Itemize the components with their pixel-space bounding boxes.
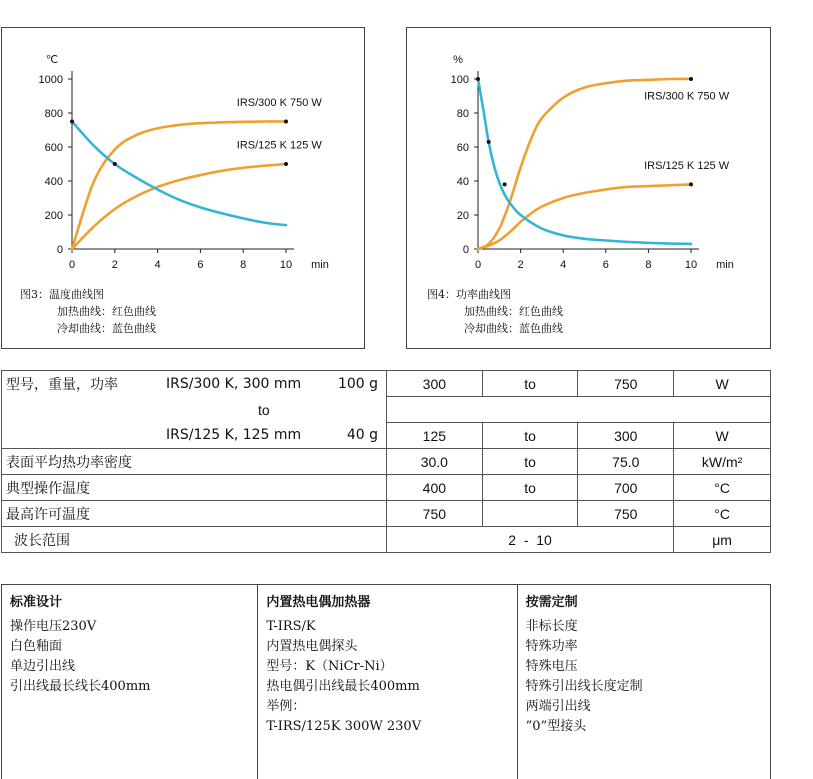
weight-b: 40 g bbox=[346, 427, 378, 444]
unit: W bbox=[674, 371, 771, 397]
list-item: 两端引出线 bbox=[525, 699, 591, 714]
unit: kW/m² bbox=[674, 449, 771, 475]
list-item: 内置热电偶探头 bbox=[266, 639, 358, 654]
column-heading: 标准设计 bbox=[10, 595, 63, 610]
list-item: 特殊引出线长度定制 bbox=[525, 679, 643, 694]
to-text: to bbox=[482, 371, 578, 397]
unit: W bbox=[674, 423, 771, 449]
list-item: 举例： bbox=[266, 699, 306, 714]
fig4-title: 图4：功率曲线图 bbox=[427, 288, 511, 301]
series-label: IRS/125 K 125 W bbox=[644, 160, 730, 173]
row-label: 典型操作温度 bbox=[2, 475, 387, 501]
table-row bbox=[2, 371, 771, 397]
min-value: 30.0 bbox=[386, 449, 482, 475]
unit: °C bbox=[674, 501, 771, 527]
fig3-cool-note: 冷却曲线：蓝色曲线 bbox=[57, 322, 156, 335]
fig3-heat-note: 加热曲线：红色曲线 bbox=[57, 305, 156, 318]
data-point bbox=[689, 182, 693, 186]
data-point bbox=[503, 182, 507, 186]
table-row bbox=[2, 501, 771, 527]
standard-design-column bbox=[2, 585, 257, 779]
max-value: 300 bbox=[578, 423, 674, 449]
min-value: 400 bbox=[386, 475, 482, 501]
list-item: 操作电压230V bbox=[10, 619, 97, 634]
power-chart-panel bbox=[406, 27, 771, 349]
custom-design-column bbox=[517, 585, 770, 779]
table-row bbox=[2, 527, 771, 553]
y-tick-label: 400 bbox=[44, 176, 63, 188]
list-item: 引出线最长线长400mm bbox=[10, 679, 151, 694]
series-label: IRS/300 K 750 W bbox=[644, 90, 730, 103]
y-tick-label: 200 bbox=[44, 210, 63, 222]
y-tick-label: 800 bbox=[44, 108, 63, 120]
table-row bbox=[2, 475, 771, 501]
spec-table bbox=[1, 370, 771, 553]
y-tick-label: 0 bbox=[56, 244, 63, 256]
x-unit-label: min bbox=[311, 259, 329, 271]
list-item: 白色釉面 bbox=[10, 639, 63, 654]
series-line-1 bbox=[72, 164, 286, 249]
x-tick-label: 10 bbox=[279, 259, 293, 271]
y-tick-label: 40 bbox=[456, 176, 469, 188]
range-value: 2 - 10 bbox=[386, 527, 673, 553]
model-a: IRS/300 K, 300 mm bbox=[166, 375, 302, 392]
list-item: 特殊电压 bbox=[525, 659, 578, 674]
y-tick-label: 100 bbox=[450, 74, 469, 86]
max-value: 75.0 bbox=[578, 449, 674, 475]
max-value: 750 bbox=[578, 501, 674, 527]
y-tick-label: 600 bbox=[44, 142, 63, 154]
series-label: IRS/125 K 125 W bbox=[236, 139, 322, 152]
to-text: to bbox=[482, 423, 578, 449]
column-heading: 按需定制 bbox=[525, 595, 578, 610]
data-point bbox=[70, 120, 74, 124]
data-point bbox=[113, 162, 117, 166]
y-tick-label: 1000 bbox=[38, 74, 63, 86]
y-unit-label: ℃ bbox=[45, 54, 59, 66]
max-value: 700 bbox=[578, 475, 674, 501]
y-tick-label: 0 bbox=[462, 244, 469, 256]
row-label: 波长范围 bbox=[2, 527, 387, 553]
data-point bbox=[487, 140, 491, 144]
x-tick-label: 8 bbox=[645, 259, 652, 271]
max-value: 750 bbox=[578, 371, 674, 397]
design-options bbox=[1, 584, 771, 779]
x-tick-label: 6 bbox=[602, 259, 609, 271]
x-tick-label: 4 bbox=[560, 259, 567, 271]
series-label: IRS/300 K 750 W bbox=[236, 97, 322, 110]
fig4-heat-note: 加热曲线：红色曲线 bbox=[464, 305, 563, 318]
table-row bbox=[2, 423, 771, 449]
x-tick-label: 4 bbox=[154, 259, 161, 271]
min-value: 750 bbox=[386, 501, 482, 527]
column-heading: 内置热电偶加热器 bbox=[266, 595, 371, 610]
fig3-caption bbox=[20, 286, 156, 337]
min-value: 300 bbox=[386, 371, 482, 397]
y-tick-label: 80 bbox=[456, 108, 469, 120]
weight-a: 100 g bbox=[337, 375, 378, 392]
fig4-caption bbox=[427, 286, 563, 337]
data-point bbox=[284, 162, 288, 166]
fig4-cool-note: 冷却曲线：蓝色曲线 bbox=[464, 322, 563, 335]
y-tick-label: 60 bbox=[456, 142, 469, 154]
to-text: to bbox=[482, 475, 578, 501]
model-b: IRS/125 K, 125 mm bbox=[166, 427, 302, 444]
x-tick-label: 2 bbox=[517, 259, 524, 271]
data-point bbox=[476, 77, 480, 81]
series-line-2 bbox=[72, 122, 286, 226]
to-text: to bbox=[2, 397, 387, 423]
x-tick-label: 2 bbox=[111, 259, 118, 271]
data-point bbox=[689, 77, 693, 81]
data-point bbox=[284, 120, 288, 124]
list-item: T-IRS/125K 300W 230V bbox=[266, 719, 422, 734]
x-tick-label: 0 bbox=[68, 259, 76, 271]
row-label: 型号，重量，功率 bbox=[6, 376, 118, 393]
temperature-chart-panel bbox=[1, 27, 365, 349]
x-tick-label: 8 bbox=[240, 259, 247, 271]
list-item: 特殊功率 bbox=[525, 639, 578, 654]
table-row bbox=[2, 397, 771, 423]
x-tick-label: 10 bbox=[684, 259, 698, 271]
table-row bbox=[2, 449, 771, 475]
to-text: to bbox=[482, 449, 578, 475]
thermocouple-column bbox=[257, 585, 516, 779]
list-item: 非标长度 bbox=[525, 619, 578, 634]
x-unit-label: min bbox=[716, 259, 734, 271]
unit: °C bbox=[674, 475, 771, 501]
min-value: 125 bbox=[386, 423, 482, 449]
list-item: 热电偶引出线最长400mm bbox=[266, 679, 420, 694]
unit: μm bbox=[674, 527, 771, 553]
list-item: T-IRS/K bbox=[266, 619, 316, 634]
fig3-title: 图3：温度曲线图 bbox=[20, 288, 104, 301]
list-item: 单边引出线 bbox=[10, 659, 76, 674]
list-item: ”0”型接头 bbox=[525, 719, 587, 734]
row-label: 表面平均热功率密度 bbox=[2, 449, 387, 475]
x-tick-label: 6 bbox=[197, 259, 204, 271]
row-label: 最高许可温度 bbox=[2, 501, 387, 527]
y-unit-label: % bbox=[453, 54, 463, 66]
y-tick-label: 20 bbox=[456, 210, 469, 222]
list-item: 型号：K（NiCr-Ni） bbox=[266, 659, 393, 674]
x-tick-label: 0 bbox=[474, 259, 482, 271]
